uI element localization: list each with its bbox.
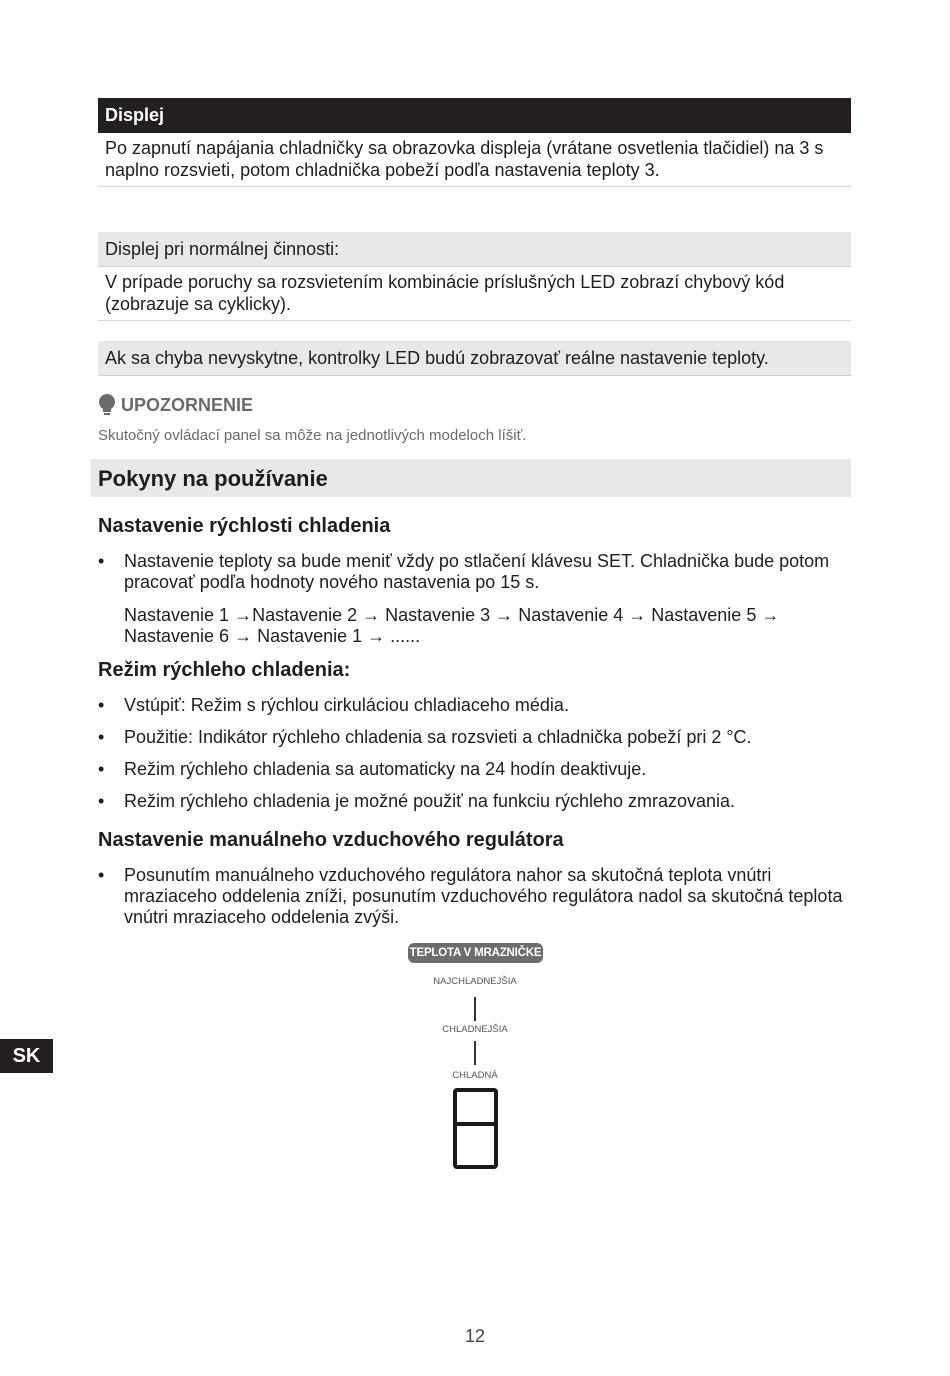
no-fault-text: Ak sa chyba nevyskytne, kontrolky LED budú zobrazovať reálne nastavenie teploty.	[98, 341, 851, 376]
air-regulator-text: Posunutím manuálneho vzduchového regulátora nahor sa skutočná teplota vnútri mraziaceho oddelenia zníži, posunutím vzduchového regulátora nadol sa skutočná teplota vnútri mraziaceho oddelenia zvýši.	[124, 865, 843, 927]
normal-operation-label: Displej pri normálnej činnosti:	[98, 232, 851, 267]
section-header-usage: Pokyny na používanie	[91, 459, 851, 497]
level-colder: CHLADNEJŠIA	[442, 1024, 508, 1035]
fault-text: V prípade poruchy sa rozsvietením kombinácie príslušných LED zobrazí chybový kód (zobrazuje sa cyklicky).	[98, 271, 851, 321]
list-item	[98, 695, 858, 717]
bullet-dot: •	[98, 791, 105, 811]
warning-heading	[98, 394, 253, 416]
bullet-dot: •	[98, 727, 105, 747]
level-coldest: NAJCHLADNEJŠIA	[433, 976, 517, 987]
bullet-dot: •	[98, 759, 105, 779]
setting-sequence-line1: Nastavenie 1 →Nastavenie 2 → Nastavenie 3 → Nastavenie 4 → Nastavenie 5 →	[124, 605, 780, 625]
fast-cooling-item: Režim rýchleho chladenia je možné použiť na funkciu rýchleho zmrazovania.	[124, 791, 736, 811]
section-header-displej: Displej	[98, 98, 851, 133]
bullet-dot: •	[98, 695, 105, 715]
list-item	[98, 865, 858, 929]
connector-line	[474, 997, 476, 1021]
fast-cooling-heading: Režim rýchleho chladenia:	[98, 659, 351, 681]
bullet-dot: •	[98, 551, 105, 571]
fast-cooling-item: Režim rýchleho chladenia sa automaticky na 24 hodín deaktivuje.	[124, 759, 647, 779]
page-number: 12	[464, 1326, 486, 1346]
list-item	[98, 551, 858, 595]
bullet-dot: •	[98, 865, 105, 885]
fridge-icon	[453, 1088, 498, 1169]
list-item	[98, 759, 858, 781]
air-regulator-heading: Nastavenie manuálneho vzduchového regulátora	[98, 829, 564, 851]
language-tab: SK	[0, 1039, 53, 1073]
level-cold: CHLADNÁ	[452, 1070, 498, 1081]
warning-title: UPOZORNENIE	[121, 394, 254, 415]
list-item	[98, 727, 858, 749]
fast-cooling-item: Vstúpiť: Režim s rýchlou cirkuláciou chladiaceho média.	[124, 695, 569, 715]
fridge-divider	[457, 1122, 494, 1126]
bulb-icon	[98, 394, 116, 416]
display-intro-text: Po zapnutí napájania chladničky sa obrazovka displeja (vrátane osvetlenia tlačidiel) na 3 s naplno rozsvieti, potom chladnička pobeží podľa nastavenia teploty 3.	[98, 137, 851, 187]
cooling-speed-heading: Nastavenie rýchlosti chladenia	[98, 515, 391, 537]
setting-sequence-line2: Nastavenie 6 → Nastavenie 1 → ......	[124, 626, 421, 646]
fast-cooling-item: Použitie: Indikátor rýchleho chladenia sa rozsvieti a chladnička pobeží pri 2 °C.	[124, 727, 752, 747]
warning-text: Skutočný ovládací panel sa môže na jednotlivých modeloch líšiť.	[98, 427, 527, 444]
list-item	[98, 791, 858, 813]
cooling-speed-text: Nastavenie teploty sa bude meniť vždy po stlačení klávesu SET. Chladnička bude potom pracovať podľa hodnoty nového nastavenia po 15 s.	[124, 551, 830, 592]
connector-line	[474, 1041, 476, 1065]
freezer-temp-label: TEPLOTA V MRAZNIČKE	[408, 943, 543, 963]
